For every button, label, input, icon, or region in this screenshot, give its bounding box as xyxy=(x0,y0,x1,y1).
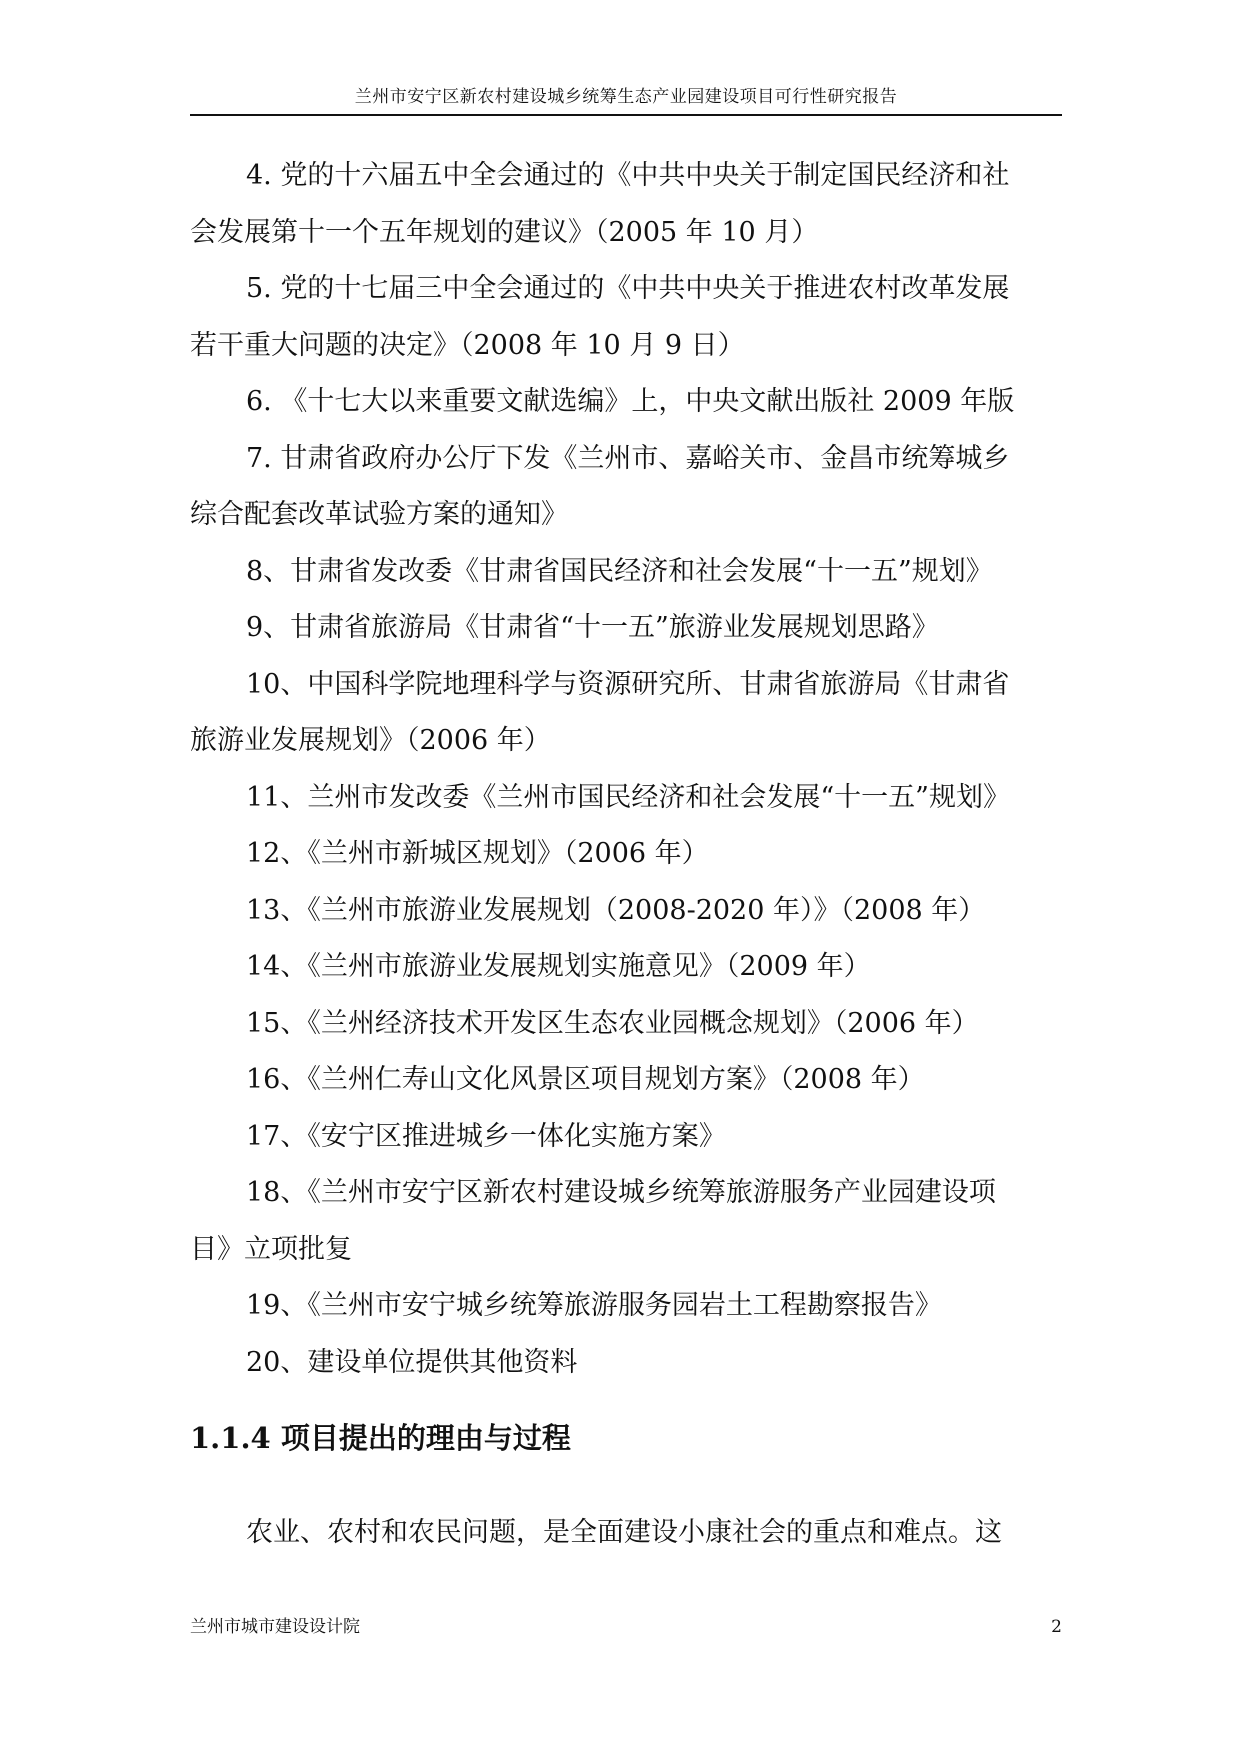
reference-item-14: 14、《兰州市旅游业发展规划实施意见》（2009 年） xyxy=(246,951,871,982)
header-rule xyxy=(190,114,1062,116)
reference-list xyxy=(190,148,1062,1391)
reference-item-15: 15、《兰州经济技术开发区生态农业园概念规划》（2006 年） xyxy=(246,1007,979,1039)
reference-item-6: 6. 《十七大以来重要文献选编》上，中央文献出版社 2009 年版 xyxy=(246,386,1015,417)
reference-item-7-continued: 综合配套改革试验方案的通知》 xyxy=(190,499,568,530)
footer-organization: 兰州市城市建设设计院 xyxy=(190,1617,360,1637)
reference-item-19: 19、《兰州市安宁城乡统筹旅游服务园岩土工程勘察报告》 xyxy=(246,1290,942,1321)
reference-item-13: 13、《兰州市旅游业发展规划（2008-2020 年）》（2008 年） xyxy=(246,894,986,926)
reference-item-10: 10、中国科学院地理科学与资源研究所、甘肃省旅游局《甘肃省 xyxy=(246,668,1010,700)
running-header: 兰州市安宁区新农村建设城乡统筹生态产业园建设项目可行性研究报告 xyxy=(354,87,898,107)
reference-item-11: 11、兰州市发改委《兰州市国民经济和社会发展“十一五”规划》 xyxy=(246,781,1010,813)
reference-item-4-continued: 会发展第十一个五年规划的建议》（2005 年 10 月） xyxy=(190,216,819,248)
reference-item-5-continued: 若干重大问题的决定》（2008 年 10 月 9 日） xyxy=(190,329,745,361)
section-heading: 1.1.4 项目提出的理由与过程 xyxy=(190,1421,571,1455)
reference-item-18: 18、《兰州市安宁区新农村建设城乡统筹旅游服务产业园建设项 xyxy=(246,1177,996,1208)
reference-item-20: 20、建设单位提供其他资料 xyxy=(246,1346,578,1378)
reference-item-7: 7. 甘肃省政府办公厅下发《兰州市、嘉峪关市、金昌市统筹城乡 xyxy=(246,442,1010,474)
reference-item-17: 17、《安宁区推进城乡一体化实施方案》 xyxy=(246,1120,726,1152)
reference-item-4: 4. 党的十六届五中全会通过的《中共中央关于制定国民经济和社 xyxy=(246,160,1010,191)
reference-item-18-continued: 目》立项批复 xyxy=(190,1233,352,1265)
reference-item-8: 8、甘肃省发改委《甘肃省国民经济和社会发展“十一五”规划》 xyxy=(246,555,993,587)
reference-item-16: 16、《兰州仁寿山文化风景区项目规划方案》（2008 年） xyxy=(246,1064,925,1095)
reference-item-9: 9、甘肃省旅游局《甘肃省“十一五”旅游业发展规划思路》 xyxy=(246,612,939,643)
reference-item-10-continued: 旅游业发展规划》（2006 年） xyxy=(190,725,551,756)
page-number: 2 xyxy=(1051,1617,1062,1637)
section-paragraph: 农业、农村和农民问题，是全面建设小康社会的重点和难点。这 xyxy=(246,1517,1002,1548)
reference-item-5: 5. 党的十七届三中全会通过的《中共中央关于推进农村改革发展 xyxy=(246,273,1010,304)
reference-item-12: 12、《兰州市新城区规划》（2006 年） xyxy=(246,838,709,869)
